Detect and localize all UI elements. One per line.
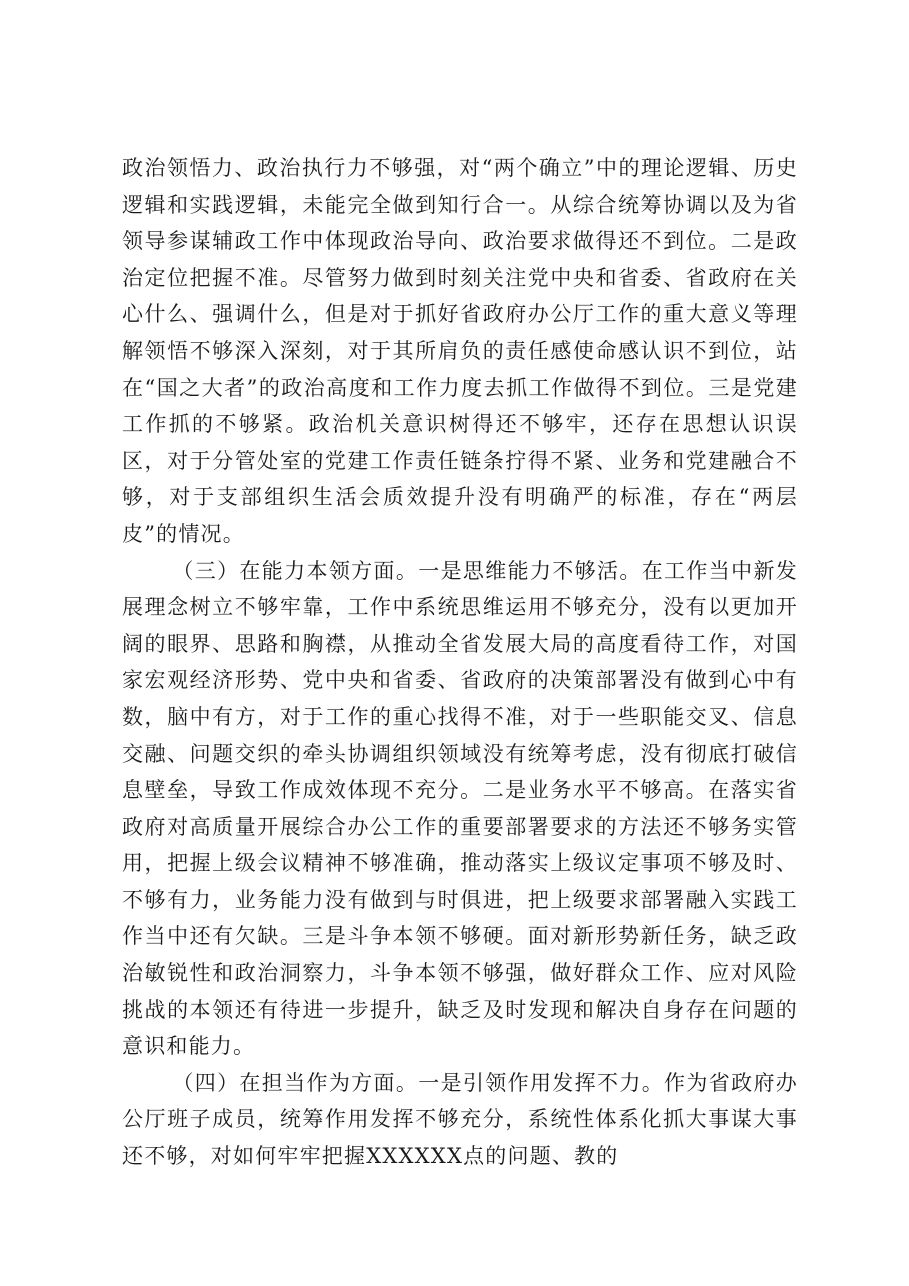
paragraph-ability-skills: （三）在能力本领方面。一是思维能力不够活。在工作当中新发展理念树立不够牢靠，工作中系统思维运用不够充分，没有以更加开阔的眼界、思路和胸襟，从推动全省发展大局的高度看待工作，对国家宏观经济形势、党中央和省委、省政府的决策部署没有做到心中有数，脑中有方，对于工作的重心找得不准，对于一些职能交叉、信息交融、问题交织的牵头协调组织领域没有统筹考虑，没有彻底打破信息壁垒，导致工作成效体现不充分。二是业务水平不够高。在落实省政府对高质量开展综合办公工作的重要部署要求的方法还不够务实管用，把握上级会议精神不够准确，推动落实上级议定事项不够及时、不够有力，业务能力没有做到与时俱进，把上级要求部署融入实践工作当中还有欠缺。三是斗争本领不够硬。面对新形势新任务，缺乏政治敏锐性和政治洞察力，斗争本领不够强，做好群众工作、应对风险挑战的本领还有待进一步提升，缺乏及时发现和解决自身存在问题的意识和能力。 (122, 558, 798, 1059)
document-body (122, 150, 798, 1175)
paragraph-political-awareness: 政治领悟力、政治执行力不够强，对“两个确立”中的理论逻辑、历史逻辑和实践逻辑，未能完全做到知行合一。从综合统筹协调以及为省领导参谋辅政工作中体现政治导向、政治要求做得还不到位。二是政治定位把握不准。尽管努力做到时刻关注党中央和省委、省政府在关心什么、强调什么，但是对于抓好省政府办公厅工作的重大意义等理解领悟不够深入深刻，对于其所肩负的责任感使命感认识不到位，站在“国之大者”的政治高度和工作力度去抓工作做得不到位。三是党建工作抓的不够紧。政治机关意识树得还不够牢，还存在思想认识误区，对于分管处室的党建工作责任链条拧得不紧、业务和党建融合不够，对于支部组织生活会质效提升没有明确严的标准，存在“两层皮”的情况。 (122, 156, 798, 546)
paragraph-responsibility-action: （四）在担当作为方面。一是引领作用发挥不力。作为省政府办公厅班子成员，统筹作用发挥不够充分，系统性体系化抓大事谋大事还不够，对如何牢牢把握XXXXXX点的问题、教的 (122, 1070, 798, 1169)
